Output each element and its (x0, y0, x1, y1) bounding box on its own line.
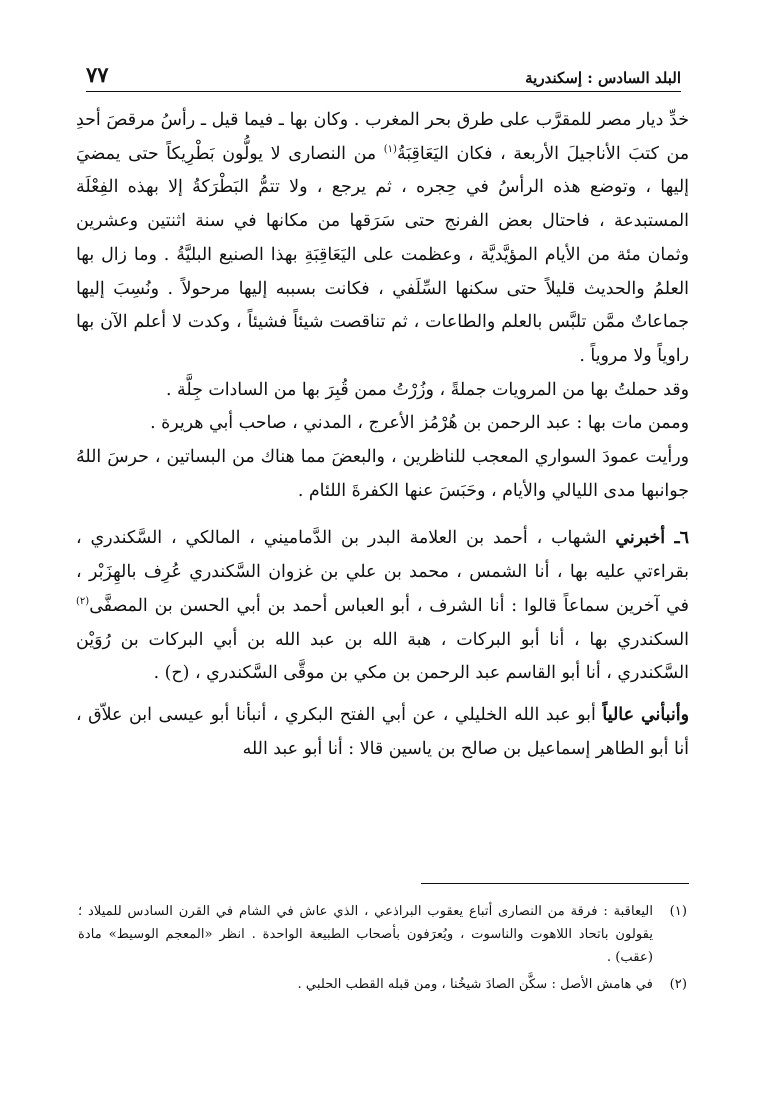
paragraph-text: السكندري بها ، أنا أبو البركات ، هبة الله بن عبد الله بن أبي البركات بن رُوَيْن السَّكندري ، أنا أبو القاسم عبد الرحمن بن مكي بن موقَّى السَّكندري ، (ح) . (76, 629, 689, 684)
footnote-separator (421, 883, 689, 884)
main-text (76, 104, 689, 766)
footnote-number: (١) (669, 904, 687, 919)
page-number: ٧٧ (86, 62, 109, 87)
paragraph-isnad-alt (76, 699, 689, 766)
footnote-text: اليعاقبة : فرقة من النصارى أتباع يعقوب البراذعي ، الذي عاش في الشام في القرن السادس للميلاد ؛ يقولون باتحاد اللاهوت والناسوت ، ويُعرَفون بأصحاب الطبيعة الواحدة . انظر «المعجم الوسيط» مادة (عقب) . (78, 904, 653, 965)
footnote-1 (78, 900, 687, 969)
footnote-ref-1: (١) (383, 143, 397, 155)
footnotes (78, 900, 687, 1000)
footnote-2 (78, 973, 687, 996)
footnote-number: (٢) (669, 977, 687, 992)
paragraph-deceased: وممن مات بها : عبد الرحمن بن هُرْمُز الأعرج ، المدني ، صاحب أبي هريرة . (150, 413, 689, 434)
isnad-lead: وأنبأني عالياً (602, 704, 689, 725)
paragraph-text: من النصارى لا يولُّون بَطْرِيكاً حتى يمضيَ إليها ، وتوضع هذه الرأسُ في حِجره ، ثم يرجع ، ولا تتمُّ البَطْرَكةُ إلا بهذه الفِعْلَة المستبدعة ، فاحتال بعض الفرنج حتى سَرَقها من مكانها في سنة اثنتين وعشرين وثمان مئة من الأيام المؤيَّديَّة ، وعظمت على اليَعَاقِبَةِ بهذا الصنيع البليَّةُ . وما زال بها العلمُ والحديث قليلاً حتى سكنها السِّلَفي ، فكانت بسببه إليها مرحولاً . ونُسِبَ إليها جماعاتٌ ممَّن تلبَّس بالعلم والطاعات ، ثم تناقصت شيئاً فشيئاً ، وكدت لا أعلم الآن بها راوياً ولا مروياً . (76, 143, 689, 366)
footnote-ref-2: (٢) (76, 596, 90, 608)
paragraph-text: خدِّ ديار مصر للمقرَّب على طرق بحر المغرب . وكان بها ـ فيما قيل ـ رأسُ مرقصَ أحدِ من كتبَ الأناجيلَ الأربعة ، فكان اليَعَاقِبَةُ (76, 110, 690, 164)
paragraph-text: الشهاب ، أحمد بن العلامة البدر بن الدَّماميني ، المالكي ، السَّكندري ، بقراءتي عليه بها ، أنا الشمس ، محمد بن علي بن غزوان السَّكندري عُرِف بالهِزَبْر ، في آخرين سماعاً قالوا : أنا الشرف ، أبو العباس أحمد بن أبي الحسن بن المصفَّى (76, 528, 689, 616)
paragraph-text: أبو عبد الله الخليلي ، عن أبي الفتح البكري ، أنبأنا أبو عيسى ابن علاّق ، أنا أبو الطاهر إسماعيل بن صالح بن ياسين قالا : أنا أبو عبد الله (76, 704, 689, 759)
footnote-text: في هامش الأصل : سكَّن الصادَ شيخُنا ، ومن قبله القطب الحلبي . (297, 977, 653, 992)
paragraph-narrations: وقد حملتُ بها من المرويات جملةً ، وزُرْتُ ممن قُبِرَ بها من السادات جِلَّة . (165, 379, 689, 400)
running-title: البلد السادس : إسكندرية (525, 69, 681, 87)
page-header (86, 58, 681, 92)
isnad-lead: ٦ـ أخبرني (615, 528, 689, 549)
paragraph-isnad-6 (76, 522, 689, 691)
paragraph-pillar: ورأيت عمودَ السواري المعجب للناظرين ، والبعضَ مما هناك من البساتين ، حرسَ اللهُ جوانبها مدى الليالي والأيام ، وحَبَسَ عنها الكفرةَ اللئام . (76, 447, 689, 501)
paragraph-alexandria-history (76, 104, 689, 374)
